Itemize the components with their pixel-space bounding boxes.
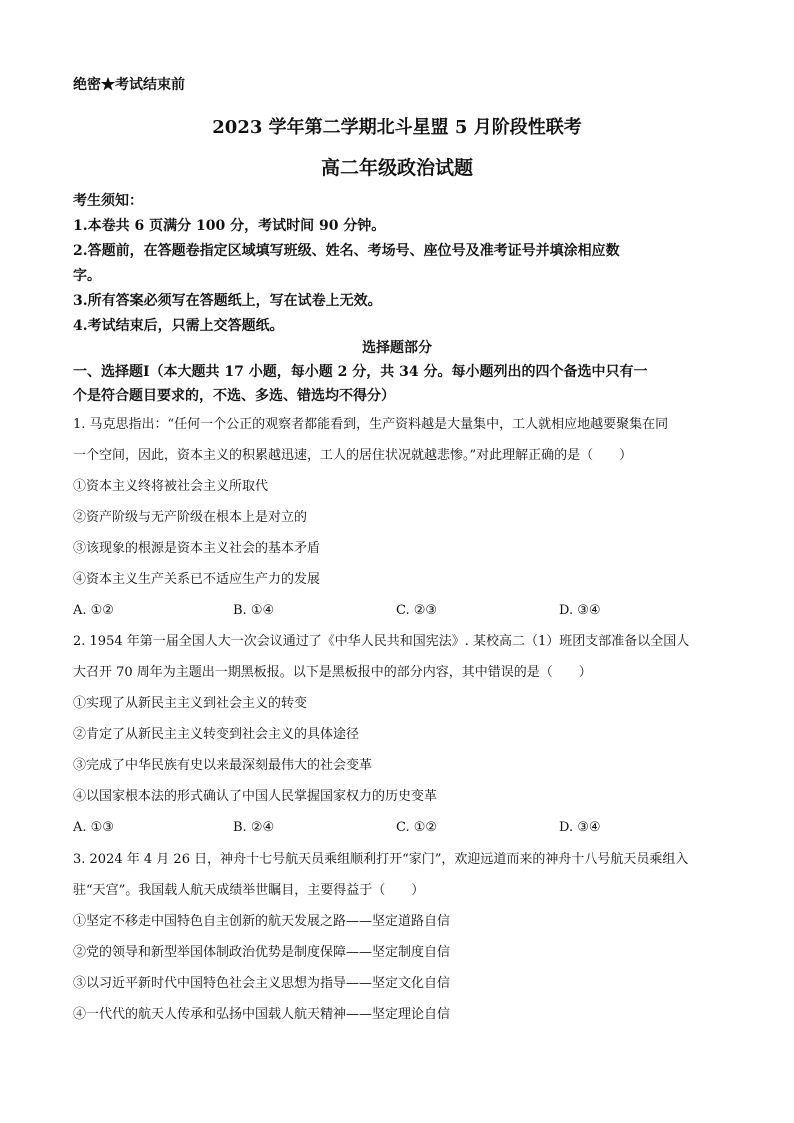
- statement-item: ①坚定不移走中国特色自主创新的航天发展之路——坚定道路自信: [73, 914, 451, 929]
- notice-item: 字。: [73, 268, 101, 284]
- question-1: [73, 409, 723, 626]
- section-line: 个是符合题目要求的，不选、多选、错选均不得分）: [73, 388, 395, 404]
- section-instructions: [73, 360, 723, 408]
- question-2: [73, 626, 723, 843]
- option-d: D. ③④: [559, 820, 601, 835]
- exam-title: 2023 学年第二学期北斗星盟 5 月阶段性联考: [212, 117, 582, 138]
- statement-item: ④以国家根本法的形式确认了中国人民掌握国家权力的历史变革: [73, 789, 438, 804]
- section-line: 一、选择题Ⅰ（本大题共 17 小题，每小题 2 分，共 34 分。每小题列出的四个备选中只有一: [73, 364, 648, 380]
- notice-heading: 考生须知：: [73, 193, 143, 209]
- question-stem: 2. 1954 年第一届全国人大一次会议通过了《中华人民共和国宪法》. 某校高二（1）班团支部准备以全国人: [73, 634, 690, 649]
- statement-item: ④资本主义生产关系已不适应生产力的发展: [73, 572, 321, 587]
- notice-item: 4.考试结束后，只需上交答题纸。: [73, 318, 284, 334]
- option-a: A. ①③: [73, 820, 114, 835]
- part-title: 选择题部分: [362, 340, 432, 356]
- option-a: A. ①②: [73, 603, 114, 618]
- statement-item: ③以习近平新时代中国特色社会主义思想为指导——坚定文化自信: [73, 976, 451, 991]
- confidential-label: 绝密★考试结束前: [73, 77, 185, 93]
- statement-item: ③该现象的根源是资本主义社会的基本矛盾: [73, 541, 321, 556]
- question-stem: 一个空间，因此，资本主义的积累越迅速，工人的居住状况就越悲惨。”对此理解正确的是（ ）: [73, 448, 633, 463]
- notice-item: 1.本卷共 6 页满分 100 分，考试时间 90 分钟。: [73, 218, 386, 234]
- notice-item: 3.所有答案必须写在答题纸上，写在试卷上无效。: [73, 293, 382, 309]
- option-b: B. ①④: [233, 603, 275, 618]
- notice-item: 2.答题前，在答题卷指定区域填写班级、姓名、考场号、座位号及准考证号并填涂相应数: [73, 243, 620, 259]
- exam-subtitle: 高二年级政治试题: [320, 157, 473, 179]
- statement-item: ①资本主义终将被社会主义所取代: [73, 479, 269, 494]
- option-b: B. ②④: [233, 820, 275, 835]
- statement-item: ③完成了中华民族有史以来最深刻最伟大的社会变革: [73, 758, 373, 773]
- option-d: D. ③④: [559, 603, 601, 618]
- question-stem: 3. 2024 年 4 月 26 日，神舟十七号航天员乘组顺利打开“家门”，欢迎远道而来的神舟十八号航天员乘组入: [73, 852, 689, 867]
- question-3: [73, 844, 723, 1030]
- question-stem: 大召开 70 周年为主题出一期黑板报。以下是黑板报中的部分内容，其中错误的是（ ）: [73, 665, 592, 680]
- statement-item: ②资产阶级与无产阶级在根本上是对立的: [73, 510, 308, 525]
- statement-item: ②肯定了从新民主主义转变到社会主义的具体途径: [73, 727, 360, 742]
- option-c: C. ②③: [396, 603, 438, 618]
- statement-item: ④一代代的航天人传承和弘扬中国载人航天精神——坚定理论自信: [73, 1007, 451, 1022]
- answer-options: [73, 812, 723, 843]
- statement-item: ①实现了从新民主主义到社会主义的转变: [73, 696, 308, 711]
- question-stem: 1. 马克思指出：“任何一个公正的观察者都能看到，生产资料越是大量集中，工人就相应地越要聚集在同: [73, 417, 669, 432]
- option-c: C. ①②: [396, 820, 438, 835]
- answer-options: [73, 595, 723, 626]
- question-stem: 驻“天宫”。我国载人航天成绩举世瞩目，主要得益于（ ）: [73, 883, 425, 898]
- candidate-notice: [73, 189, 723, 339]
- statement-item: ②党的领导和新型举国体制政治优势是制度保障——坚定制度自信: [73, 945, 451, 960]
